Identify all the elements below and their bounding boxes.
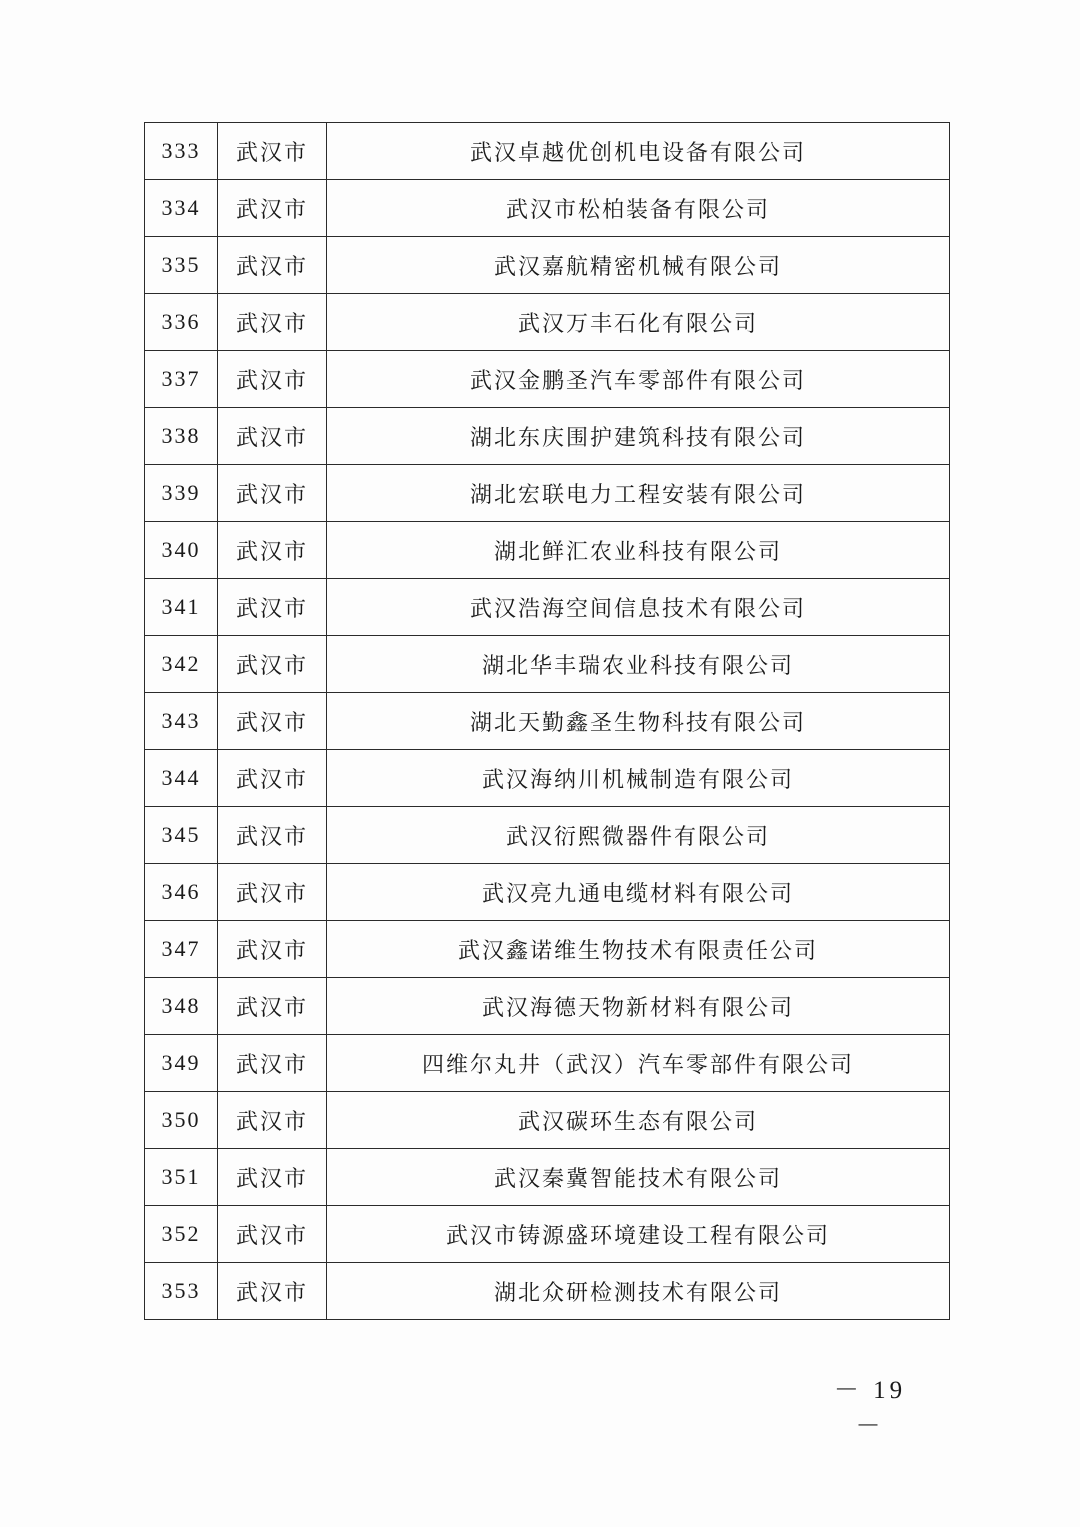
table-row — [145, 579, 950, 636]
row-number: 344 — [145, 750, 218, 807]
row-company-name: 湖北东庆围护建筑科技有限公司 — [327, 408, 950, 465]
table-row — [145, 1206, 950, 1263]
row-number: 337 — [145, 351, 218, 408]
row-city: 武汉市 — [218, 408, 327, 465]
row-number: 334 — [145, 180, 218, 237]
table-row — [145, 1035, 950, 1092]
table-row — [145, 237, 950, 294]
row-number: 350 — [145, 1092, 218, 1149]
row-company-name: 四维尔丸井（武汉）汽车零部件有限公司 — [327, 1035, 950, 1092]
row-company-name: 武汉卓越优创机电设备有限公司 — [327, 123, 950, 180]
row-number: 342 — [145, 636, 218, 693]
row-city: 武汉市 — [218, 522, 327, 579]
row-city: 武汉市 — [218, 237, 327, 294]
row-city: 武汉市 — [218, 1149, 327, 1206]
table-row — [145, 1149, 950, 1206]
row-city: 武汉市 — [218, 1035, 327, 1092]
row-company-name: 武汉海德天物新材料有限公司 — [327, 978, 950, 1035]
row-number: 347 — [145, 921, 218, 978]
row-city: 武汉市 — [218, 123, 327, 180]
table-row — [145, 864, 950, 921]
table-row — [145, 807, 950, 864]
row-city: 武汉市 — [218, 750, 327, 807]
table-row — [145, 294, 950, 351]
row-city: 武汉市 — [218, 693, 327, 750]
row-company-name: 湖北众研检测技术有限公司 — [327, 1263, 950, 1320]
row-city: 武汉市 — [218, 180, 327, 237]
row-company-name: 武汉金鹏圣汽车零部件有限公司 — [327, 351, 950, 408]
row-company-name: 武汉碳环生态有限公司 — [327, 1092, 950, 1149]
row-city: 武汉市 — [218, 1206, 327, 1263]
table-row — [145, 921, 950, 978]
table-row — [145, 1092, 950, 1149]
row-number: 333 — [145, 123, 218, 180]
row-city: 武汉市 — [218, 636, 327, 693]
row-company-name: 湖北华丰瑞农业科技有限公司 — [327, 636, 950, 693]
row-number: 346 — [145, 864, 218, 921]
row-city: 武汉市 — [218, 921, 327, 978]
row-company-name: 湖北宏联电力工程安装有限公司 — [327, 465, 950, 522]
row-number: 341 — [145, 579, 218, 636]
row-city: 武汉市 — [218, 978, 327, 1035]
row-number: 348 — [145, 978, 218, 1035]
table-row — [145, 180, 950, 237]
row-number: 345 — [145, 807, 218, 864]
row-city: 武汉市 — [218, 294, 327, 351]
row-company-name: 武汉万丰石化有限公司 — [327, 294, 950, 351]
table-row — [145, 123, 950, 180]
row-number: 343 — [145, 693, 218, 750]
row-city: 武汉市 — [218, 351, 327, 408]
page-number: － 19 － — [833, 1377, 907, 1440]
row-company-name: 武汉嘉航精密机械有限公司 — [327, 237, 950, 294]
row-number: 339 — [145, 465, 218, 522]
row-number: 351 — [145, 1149, 218, 1206]
table-row — [145, 693, 950, 750]
table-row — [145, 978, 950, 1035]
table-row — [145, 408, 950, 465]
row-number: 338 — [145, 408, 218, 465]
table-row — [145, 1263, 950, 1320]
table-row — [145, 750, 950, 807]
row-city: 武汉市 — [218, 864, 327, 921]
row-number: 349 — [145, 1035, 218, 1092]
company-list-table — [144, 122, 950, 1320]
row-city: 武汉市 — [218, 579, 327, 636]
row-company-name: 武汉亮九通电缆材料有限公司 — [327, 864, 950, 921]
row-city: 武汉市 — [218, 1092, 327, 1149]
row-number: 340 — [145, 522, 218, 579]
table-row — [145, 351, 950, 408]
row-city: 武汉市 — [218, 465, 327, 522]
row-company-name: 武汉海纳川机械制造有限公司 — [327, 750, 950, 807]
row-number: 335 — [145, 237, 218, 294]
row-company-name: 武汉浩海空间信息技术有限公司 — [327, 579, 950, 636]
row-city: 武汉市 — [218, 807, 327, 864]
row-city: 武汉市 — [218, 1263, 327, 1320]
row-company-name: 武汉鑫诺维生物技术有限责任公司 — [327, 921, 950, 978]
row-company-name: 湖北鲜汇农业科技有限公司 — [327, 522, 950, 579]
row-number: 352 — [145, 1206, 218, 1263]
row-company-name: 武汉秦冀智能技术有限公司 — [327, 1149, 950, 1206]
table-row — [145, 522, 950, 579]
company-table-body — [145, 123, 950, 1320]
row-number: 353 — [145, 1263, 218, 1320]
row-company-name: 武汉市铸源盛环境建设工程有限公司 — [327, 1206, 950, 1263]
row-company-name: 湖北天勤鑫圣生物科技有限公司 — [327, 693, 950, 750]
row-number: 336 — [145, 294, 218, 351]
table-row — [145, 465, 950, 522]
row-company-name: 武汉衍熙微器件有限公司 — [327, 807, 950, 864]
row-company-name: 武汉市松柏装备有限公司 — [327, 180, 950, 237]
table-row — [145, 636, 950, 693]
